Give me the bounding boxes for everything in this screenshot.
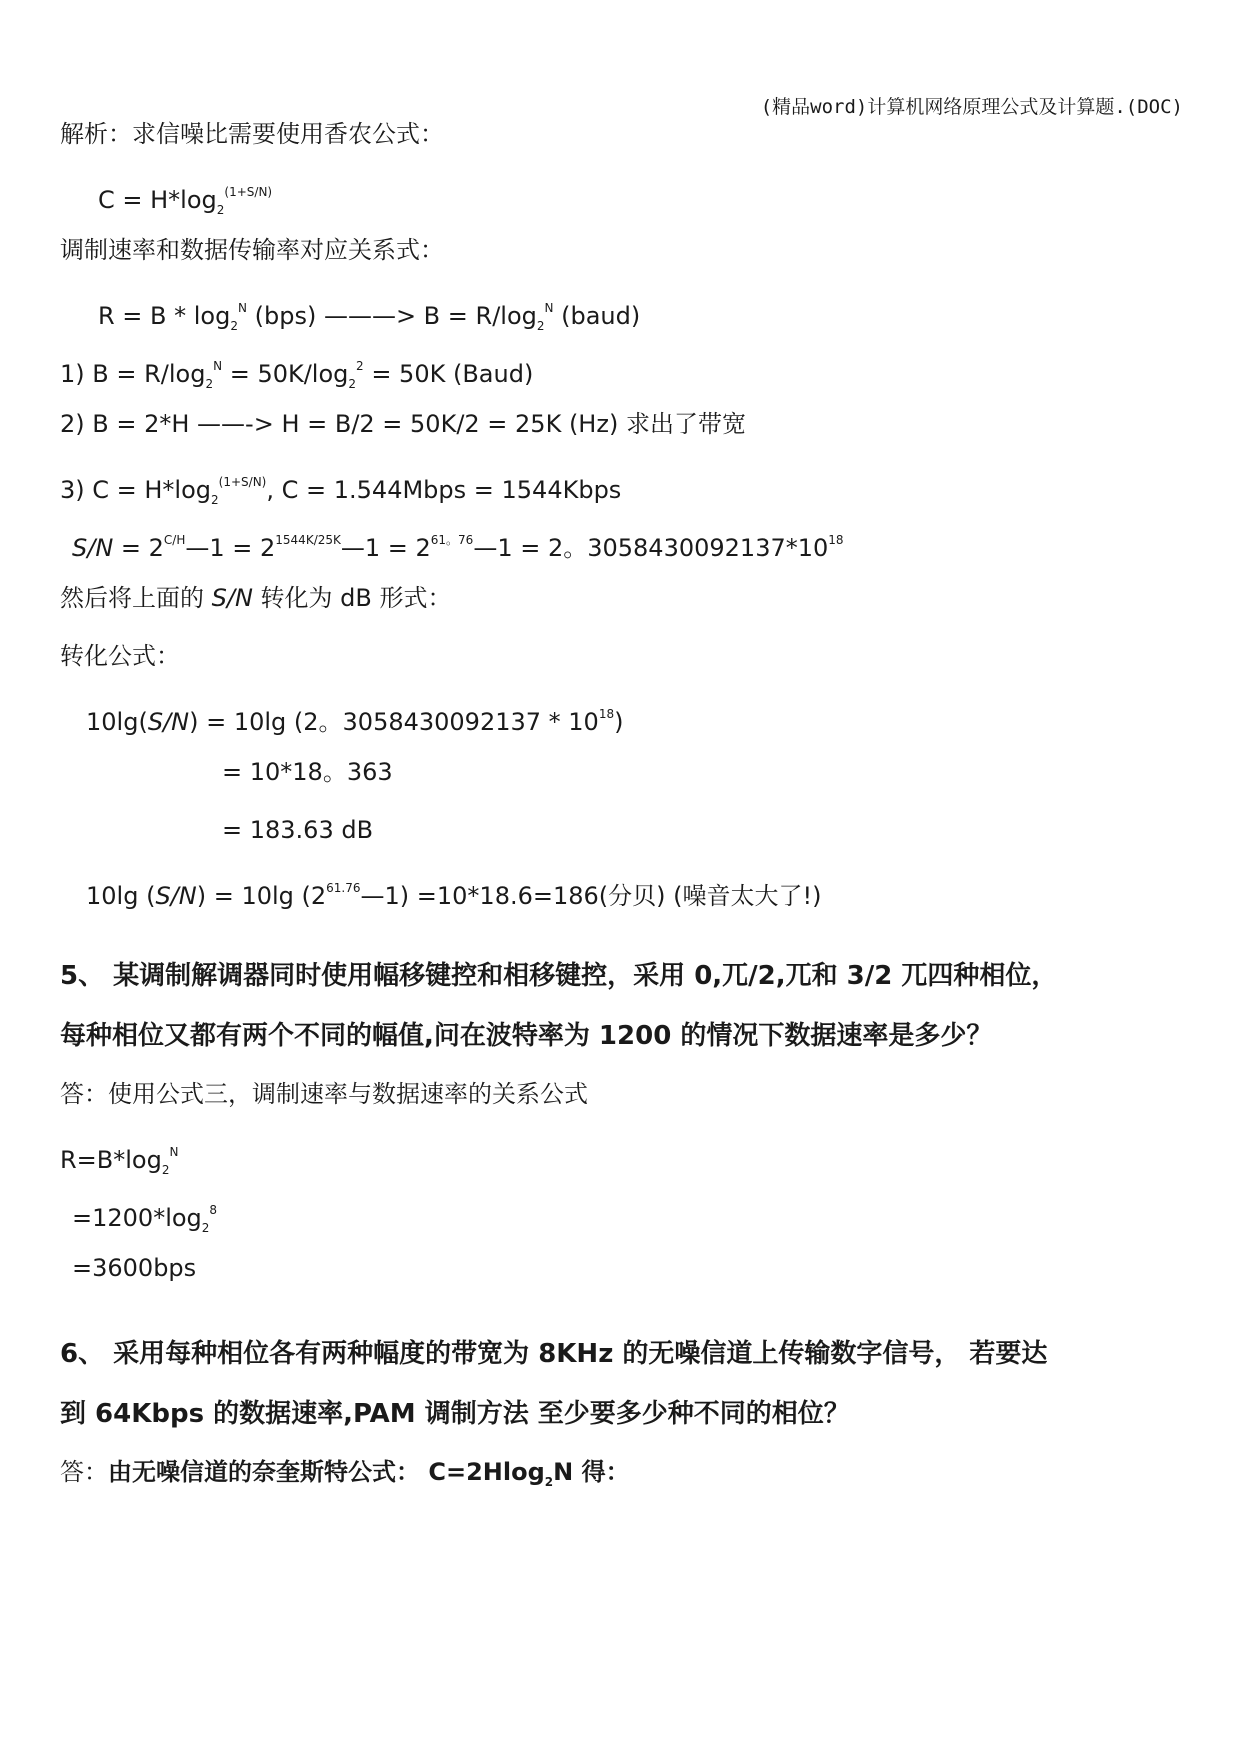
- question-5-line-2: 每种相位又都有两个不同的幅值,问在波特率为 1200 的情况下数据速率是多少？: [60, 1021, 993, 1051]
- answer-5-step: $=1200*\log_2^8$: [72, 1203, 218, 1235]
- db-step-2: = 183.63 dB: [222, 816, 374, 844]
- step-3: 3) $C = H*\log_2^{(1+S/N)}$, C = 1.544Mbps = 1544Kbps: [60, 475, 622, 507]
- step-2: 2) B = 2*H ——-> H = B/2 = 50K/2 = 25K (Hz) 求出了带宽: [60, 410, 746, 438]
- convert-heading: 转化公式：: [60, 642, 180, 670]
- sn-calculation: $S/N = 2^{C/H}—1$ = $2^{1544K/25K}—1$ = $2^{61。76}—1 = 2$。$3058430092137*10^{18}$: [72, 533, 844, 562]
- db-step-1: = 10*18。363: [222, 758, 393, 786]
- question-5-line-1: 5、 某调制解调器同时使用幅移键控和相移键控，采用 0,兀/2,兀和 3/2 兀四种相位，: [60, 961, 1058, 991]
- db-alt-formula: 10lg (S/N) = 10lg $(2^{61.76}—1) =10*18.6=186$(分贝) (噪音太大了!): [86, 881, 822, 910]
- document-header: (精品word)计算机网络原理公式及计算题.(DOC): [760, 96, 1183, 118]
- rate-formula: $R = B * \log_2^N (bps)$ ———> $B = R/\log_2^N$ (baud): [98, 301, 641, 333]
- question-6-line-1: 6、 采用每种相位各有两种幅度的带宽为 8KHz 的无噪信道上传输数字信号， 若要达: [60, 1339, 1048, 1369]
- analysis-heading: 解析：求信噪比需要使用香农公式：: [60, 120, 444, 148]
- relation-heading: 调制速率和数据传输率对应关系式：: [60, 236, 444, 264]
- step-1: 1) $B = R/\log_2^N = 50K/\log_2^2 = 50K$ (Baud): [60, 359, 534, 391]
- question-6-line-2: 到 64Kbps 的数据速率,PAM 调制方法 至少要多少种不同的相位？: [60, 1399, 850, 1429]
- answer-5-result: =3600bps: [72, 1254, 197, 1282]
- answer-6-intro: 答：由无噪信道的奈奎斯特公式： C=2Hlog$_2$N 得：: [60, 1458, 630, 1489]
- answer-5-intro: 答：使用公式三，调制速率与数据速率的关系公式: [60, 1080, 588, 1108]
- answer-5-formula: $R=B*\log_2^N$: [60, 1145, 179, 1177]
- convert-note: 然后将上面的 S/N 转化为 dB 形式：: [60, 584, 452, 612]
- db-formula: 10lg(S/N) = 10lg (2。$3058430092137 * 10^{18}$): [86, 707, 624, 736]
- shannon-formula: $C = H*\log_2^{(1+S/N)}$: [98, 185, 273, 217]
